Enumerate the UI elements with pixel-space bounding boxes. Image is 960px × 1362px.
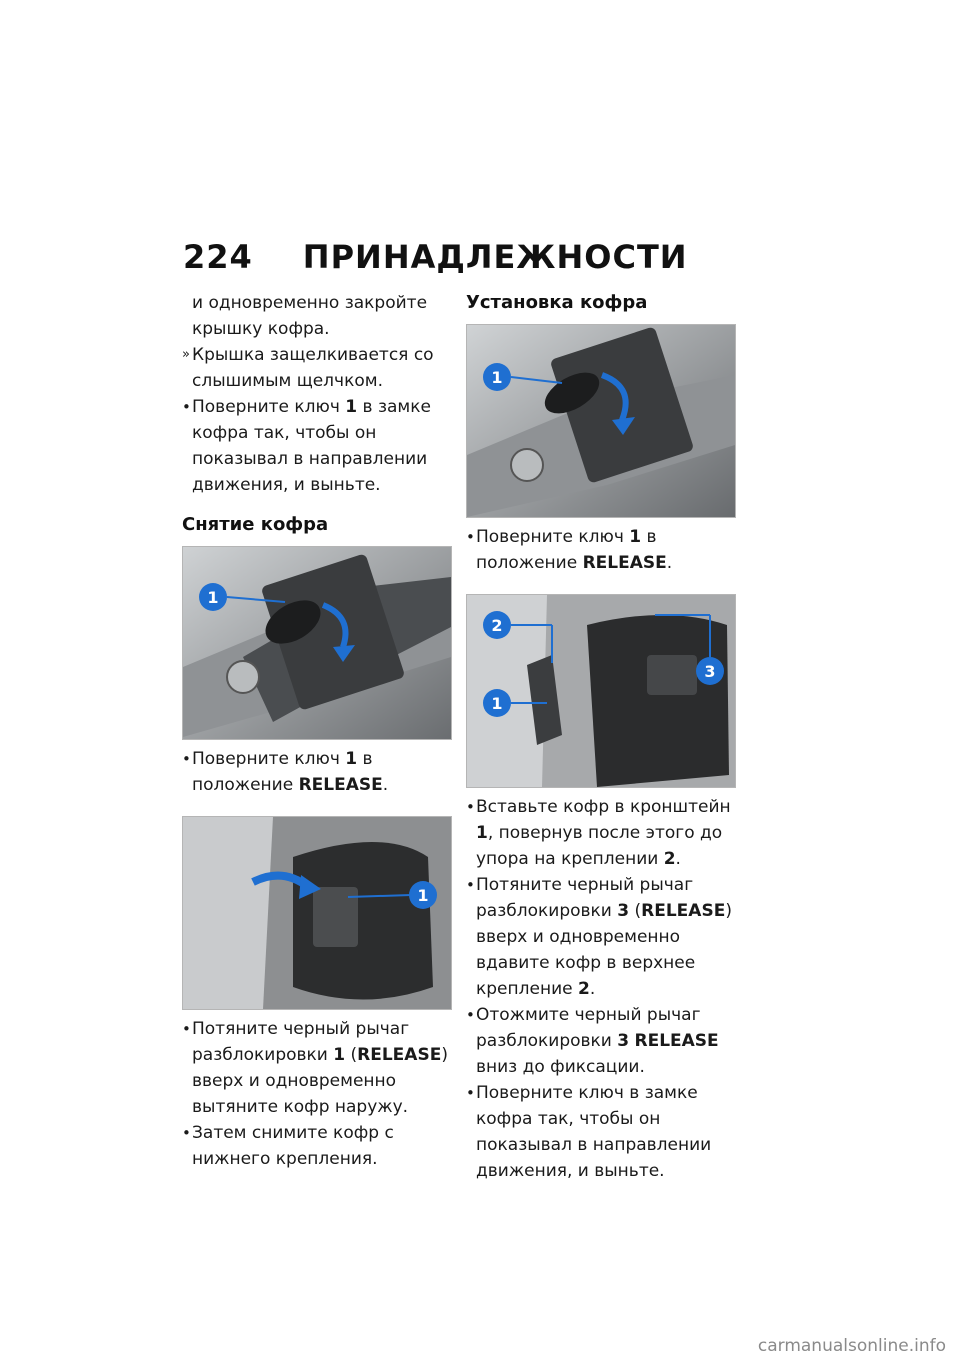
page-number: 224	[183, 238, 253, 276]
callout-1: 1	[207, 588, 219, 607]
install-title: Установка кофра	[466, 292, 648, 313]
bullet-icon: •	[466, 876, 475, 894]
step-lock-key: • Поверните ключ в замке кофра так, чтобы он показывал в направлении движения, и выньте.	[466, 1080, 736, 1184]
callout-1: 1	[491, 368, 503, 387]
step-pull-lever: • Потяните черный рычаг разблокировки 3 (RELEASE) вверх и одновременно вдавите кофр в верхнее крепление 2.	[466, 872, 736, 1002]
section-title: ПРИНАДЛЕЖНОСТИ	[302, 238, 688, 276]
step-insert-case: • Вставьте кофр в кронштейн 1, повернув после этого до упора на креплении 2.	[466, 794, 736, 872]
bullet-icon: •	[182, 1020, 191, 1038]
intro-continuation: и одновременно закройте крышку кофра.	[192, 293, 428, 339]
callout-1: 1	[417, 886, 429, 905]
figure-removal-lever	[182, 816, 452, 1010]
watermark: carmanualsonline.info	[757, 1336, 946, 1356]
bullet-icon: •	[182, 750, 191, 768]
page-header	[183, 238, 688, 276]
bullet-icon: •	[466, 1006, 475, 1024]
callout-3: 3	[704, 662, 716, 681]
figure-install-bracket	[466, 594, 736, 788]
removal-title: Снятие кофра	[182, 514, 329, 535]
bullet-icon: •	[466, 528, 475, 546]
step-remove-case: • Затем снимите кофр с нижнего крепления.	[182, 1120, 452, 1172]
figure-install-key	[466, 324, 736, 518]
right-column	[466, 290, 736, 1184]
figure-removal-key	[182, 546, 452, 740]
callout-1: 1	[491, 694, 503, 713]
left-column	[182, 290, 452, 1172]
result-item: » Крышка защелкивается со слышимым щелчком.	[182, 342, 452, 394]
bullet-icon: •	[466, 798, 475, 816]
bullet-icon: •	[182, 1124, 191, 1142]
bullet-icon: •	[182, 398, 191, 416]
result-marker: »	[182, 347, 190, 362]
step-release-key: • Поверните ключ 1 в положение RELEASE.	[466, 524, 736, 576]
step-release-key: • Поверните ключ 1 в положение RELEASE.	[182, 746, 452, 798]
callout-2: 2	[491, 616, 503, 635]
step-pull-lever: • Потяните черный рычаг разблокировки 1 (RELEASE) вверх и одновременно вытяните кофр наружу.	[182, 1016, 452, 1120]
bullet-icon: •	[466, 1084, 475, 1102]
step-press-lever: • Отожмите черный рычаг разблокировки 3 RELEASE вниз до фиксации.	[466, 1002, 736, 1080]
step-lock-key: • Поверните ключ 1 в замке кофра так, чтобы он показывал в направлении движения, и выньте.	[182, 394, 452, 498]
